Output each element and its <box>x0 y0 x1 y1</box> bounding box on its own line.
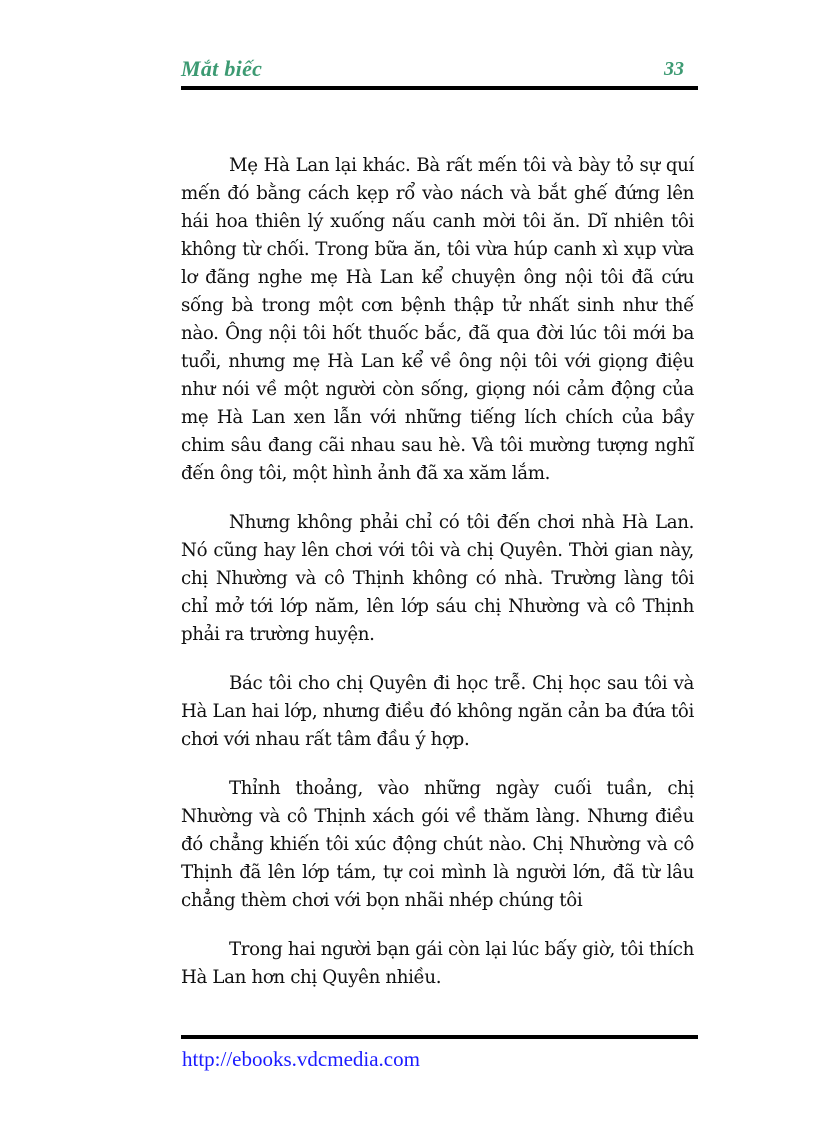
page-header <box>181 56 698 84</box>
footer-divider <box>181 1035 698 1039</box>
page-number: 33 <box>664 58 684 80</box>
book-title: Mắt biếc <box>181 56 263 81</box>
paragraph: Nhưng không phải chỉ có tôi đến chơi nhà Hà Lan. Nó cũng hay lên chơi với tôi và chị Quyên. Thời gian này, chị Nhường và cô Thịnh không có nhà. Trường làng tôi chỉ mở tới lớp năm, lên lớp sáu chị Nhường và cô Thịnh phải ra trường huyện. <box>181 512 694 645</box>
paragraph: Trong hai người bạn gái còn lại lúc bấy giờ, tôi thích Hà Lan hơn chị Quyên nhiều. <box>181 939 694 988</box>
paragraph: Mẹ Hà Lan lại khác. Bà rất mến tôi và bày tỏ sự quí mến đó bằng cách kẹp rổ vào nách và bắt ghế đứng lên hái hoa thiên lý xuống nấu canh mời tôi ăn. Dĩ nhiên tôi không từ chối. Trong bữa ăn, tôi vừa húp canh xì xụp vừa lơ đãng nghe mẹ Hà Lan kể chuyện ông nội tôi đã cứu sống bà trong một cơn bệnh thập tử nhất sinh như thế nào. Ông nội tôi hốt thuốc bắc, đã qua đời lúc tôi mới ba tuổi, nhưng mẹ Hà Lan kể về ông nội tôi với giọng điệu như nói về một người còn sống, giọng nói cảm động của mẹ Hà Lan xen lẫn với những tiếng lích chích của bầy chim sâu đang cãi nhau sau hè. Và tôi mường tượng nghĩ đến ông tôi, một hình ảnh đã xa xăm lắm. <box>181 155 694 484</box>
paragraph: Bác tôi cho chị Quyên đi học trễ. Chị học sau tôi và Hà Lan hai lớp, nhưng điều đó không ngăn cản ba đứa tôi chơi với nhau rất tâm đầu ý hợp. <box>181 673 694 750</box>
footer-link[interactable]: http://ebooks.vdcmedia.com <box>182 1047 420 1071</box>
page-body <box>181 152 694 1013</box>
paragraph: Thỉnh thoảng, vào những ngày cuối tuần, chị Nhường và cô Thịnh xách gói về thăm làng. Nhưng điều đó chẳng khiến tôi xúc động chút nào. Chị Nhường và cô Thịnh đã lên lớp tám, tự coi mình là người lớn, đã từ lâu chẳng thèm chơi với bọn nhãi nhép chúng tôi <box>181 778 694 911</box>
header-divider <box>181 86 698 90</box>
